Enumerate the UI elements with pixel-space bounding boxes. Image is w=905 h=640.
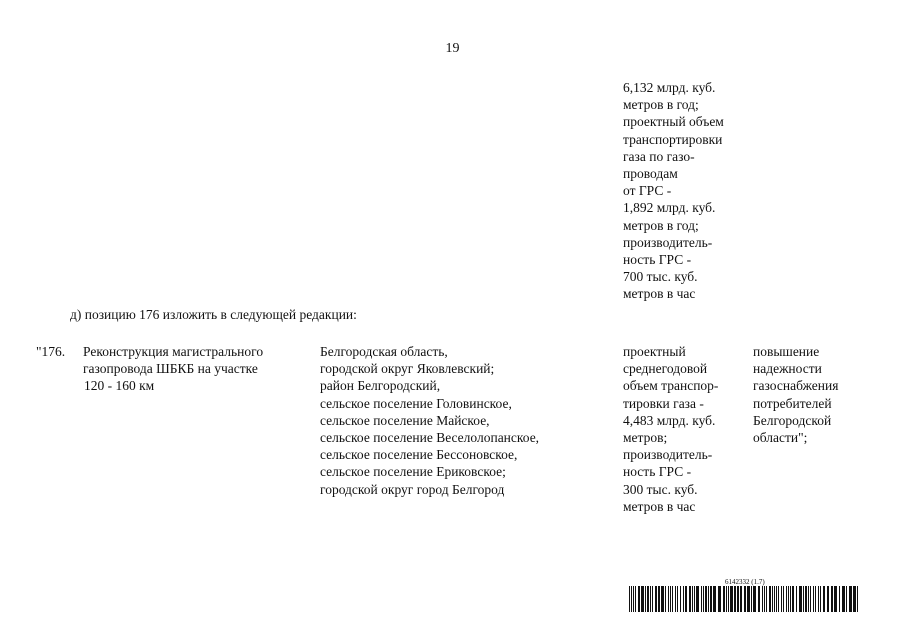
barcode-bar xyxy=(827,586,829,612)
text-line: проводам xyxy=(623,166,678,182)
barcode-bar xyxy=(633,586,634,612)
text-line: городской округ Яковлевский; xyxy=(320,361,495,377)
barcode-bar xyxy=(737,586,739,612)
text-line: сельское поселение Головинское, xyxy=(320,395,512,411)
text-line: тировки газа - xyxy=(623,395,704,411)
text-line: газопровода ШБКБ на участке xyxy=(83,361,258,377)
barcode-bar xyxy=(758,586,760,612)
barcode-bar xyxy=(692,586,693,612)
barcode-bar xyxy=(834,586,837,612)
position-characteristics xyxy=(623,343,718,515)
text-line: газоснабжения xyxy=(753,378,839,394)
barcode-bar xyxy=(718,586,721,612)
barcode-bar xyxy=(857,586,858,612)
barcode-bar xyxy=(815,586,816,612)
text-line: метров в час xyxy=(623,498,696,514)
text-line: 120 - 160 км xyxy=(84,378,155,394)
barcode-bar xyxy=(647,586,649,612)
barcode-bar xyxy=(792,586,794,612)
barcode-bar xyxy=(831,586,833,612)
barcode-bar xyxy=(799,586,802,612)
barcode-bar xyxy=(842,586,845,612)
barcode-bar xyxy=(694,586,695,612)
barcode-bar xyxy=(680,586,681,612)
text-line: 300 тыс. куб. xyxy=(623,481,698,497)
barcode-bar xyxy=(701,586,702,612)
barcode-bar xyxy=(810,586,811,612)
barcode-bar xyxy=(638,586,640,612)
text-line: метров; xyxy=(623,430,668,446)
barcode-bar xyxy=(665,586,666,612)
barcode-bar xyxy=(708,586,709,612)
position-goal xyxy=(753,343,838,446)
barcode-bar xyxy=(726,586,727,612)
barcode-bar xyxy=(728,586,729,612)
text-line: транспортировки xyxy=(623,131,723,147)
barcode-bar xyxy=(766,586,767,612)
text-line: от ГРС - xyxy=(623,183,672,199)
text-line: ность ГРС - xyxy=(623,464,692,480)
barcode-bar xyxy=(740,586,742,612)
barcode-bar xyxy=(652,586,653,612)
barcode-bar xyxy=(764,586,765,612)
barcode-bar xyxy=(796,586,797,612)
text-line: 6,132 млрд. куб. xyxy=(623,80,716,95)
barcode-bar xyxy=(713,586,716,612)
page-number: 19 xyxy=(445,41,460,56)
text-line: ность ГРС - xyxy=(623,252,692,268)
text-line: сельское поселение Майское, xyxy=(320,412,490,428)
text-line: сельское поселение Веселолопанское, xyxy=(320,430,540,446)
text-line: район Белгородский, xyxy=(320,378,441,394)
text-line: проектный xyxy=(623,344,686,359)
barcode-bar xyxy=(705,586,707,612)
text-line: газа по газо- xyxy=(623,148,695,164)
barcode-bar xyxy=(668,586,669,612)
barcode-bar xyxy=(641,586,644,612)
barcode-bar xyxy=(820,586,821,612)
barcode-bar xyxy=(849,586,852,612)
barcode-bar xyxy=(753,586,756,612)
text-line: надежности xyxy=(753,361,822,377)
barcode-bar xyxy=(689,586,691,612)
barcode-bar xyxy=(631,586,632,612)
text-line: области"; xyxy=(753,430,808,446)
text-line: Реконструкция магистрального xyxy=(83,344,264,359)
text-line: Белгородской xyxy=(753,412,832,428)
barcode-bar xyxy=(803,586,804,612)
barcode-bar xyxy=(629,586,630,612)
barcode-bar xyxy=(696,586,699,612)
barcode-bar xyxy=(723,586,725,612)
barcode-bar xyxy=(650,586,651,612)
barcode-bar xyxy=(839,586,840,612)
position-location xyxy=(320,343,539,498)
text-line: метров в год; xyxy=(623,217,699,233)
text-line: городской округ город Белгород xyxy=(320,481,505,497)
barcode-bar xyxy=(808,586,809,612)
barcode-bar xyxy=(818,586,819,612)
barcode-bar xyxy=(776,586,777,612)
barcode-bar xyxy=(751,586,752,612)
text-line: среднегодовой xyxy=(623,361,708,377)
barcode-bar xyxy=(762,586,763,612)
barcode-bar xyxy=(747,586,750,612)
text-line: 1,892 млрд. куб. xyxy=(623,200,716,216)
barcode-bar xyxy=(710,586,712,612)
text-line: 700 тыс. куб. xyxy=(623,269,698,285)
barcode-bar xyxy=(703,586,704,612)
barcode-bar xyxy=(778,586,779,612)
barcode-bar xyxy=(672,586,673,612)
barcode-bar xyxy=(805,586,807,612)
barcode-bar xyxy=(655,586,657,612)
barcode-bar xyxy=(783,586,784,612)
barcode-bar xyxy=(658,586,660,612)
barcode-bar xyxy=(683,586,684,612)
position-object-name xyxy=(83,343,263,395)
text-line: потребителей xyxy=(753,395,832,411)
barcode-bar xyxy=(645,586,646,612)
text-line: метров в час xyxy=(623,286,696,302)
text-line: повышение xyxy=(753,344,820,359)
barcode-bar xyxy=(788,586,789,612)
barcode-bar xyxy=(853,586,856,612)
barcode-bar xyxy=(786,586,787,612)
text-line: сельское поселение Ериковское; xyxy=(320,464,506,480)
text-line: 4,483 млрд. куб. xyxy=(623,412,716,428)
barcode-bar xyxy=(677,586,678,612)
text-line: проектный объем xyxy=(623,114,724,130)
amendment-instruction: д) позицию 176 изложить в следующей редакции: xyxy=(70,307,357,322)
text-line: производитель- xyxy=(623,447,713,463)
barcode-bar xyxy=(772,586,773,612)
barcode-bar xyxy=(635,586,636,612)
barcode-bar xyxy=(730,586,733,612)
barcode-bar xyxy=(813,586,814,612)
barcode-bar xyxy=(790,586,791,612)
barcode-bar xyxy=(769,586,771,612)
barcode-bar xyxy=(744,586,746,612)
barcode-bar xyxy=(774,586,775,612)
barcode-bar xyxy=(823,586,825,612)
text-line: производитель- xyxy=(623,234,713,250)
text-line: Белгородская область, xyxy=(320,344,448,359)
barcode-bar xyxy=(670,586,671,612)
previous-entry-characteristics xyxy=(623,79,724,303)
barcode-bar xyxy=(846,586,847,612)
barcode-bar xyxy=(734,586,736,612)
barcode-bar xyxy=(781,586,782,612)
barcode-bar xyxy=(661,586,664,612)
text-line: метров в год; xyxy=(623,97,699,113)
document-code: 6142332 (1.7) xyxy=(725,578,765,586)
barcode-icon xyxy=(629,586,859,612)
barcode-bar xyxy=(685,586,687,612)
text-line: объем транспор- xyxy=(623,378,719,394)
barcode-bar xyxy=(675,586,676,612)
position-number: "176. xyxy=(36,344,66,359)
text-line: сельское поселение Бессоновское, xyxy=(320,447,518,463)
